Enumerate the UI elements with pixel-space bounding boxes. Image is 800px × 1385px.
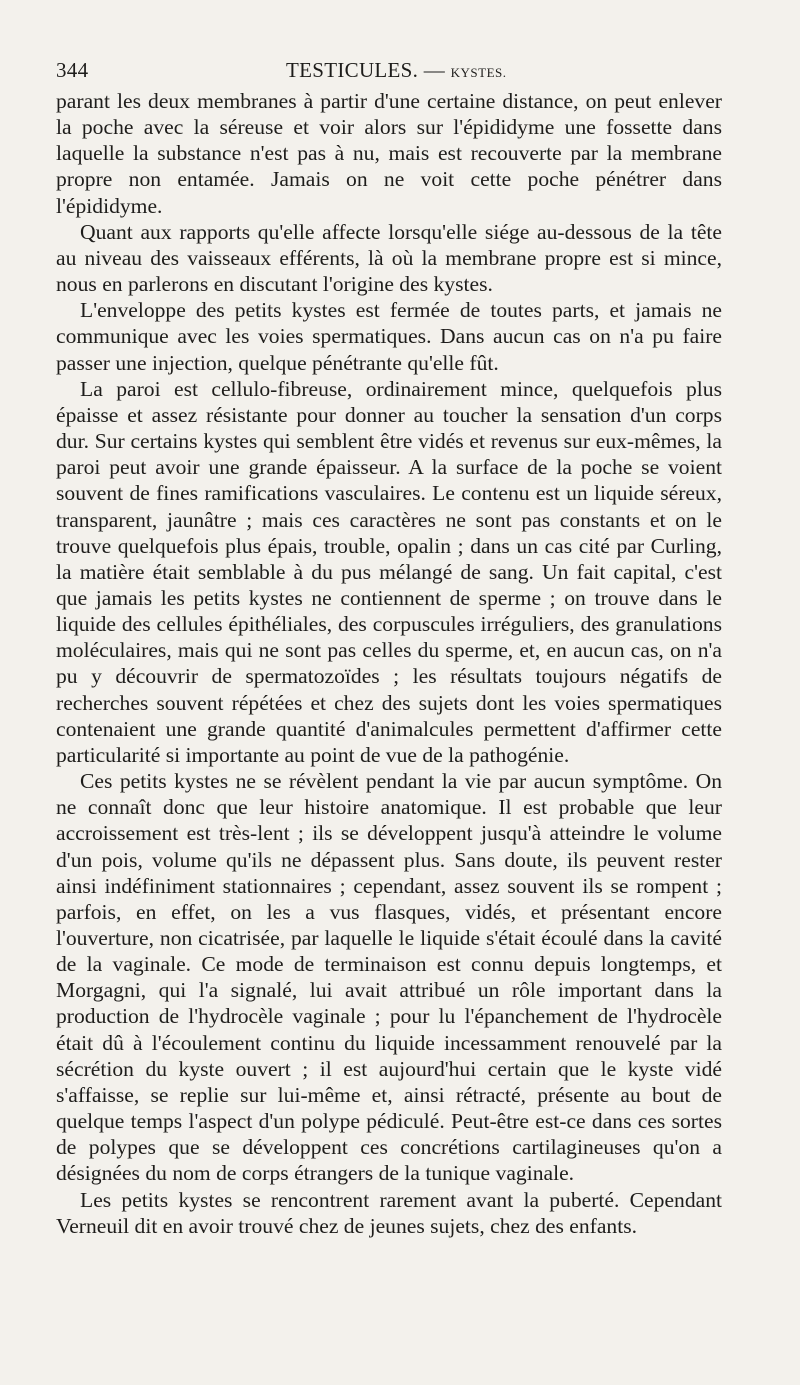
- chapter-title: TESTICULES.: [286, 58, 419, 82]
- paragraph: Les petits kystes se rencontrent rarement avant la puberté. Cependant Verneuil dit en avoir trouvé chez de jeunes sujets, chez des enfants.: [56, 1187, 722, 1238]
- body-text: [56, 88, 722, 1239]
- section-title: KYSTES.: [450, 65, 507, 80]
- paragraph: Ces petits kystes ne se révèlent pendant la vie par aucun symptôme. On ne connaît donc que leur histoire anatomique. Il est probable que leur accroissement est très-lent ; ils se développent jusqu'à atteindre le volume d'un pois, volume qu'ils ne dépassent plus. Sans doute, ils peuvent rester ainsi indéfiniment stationnaires ; cependant, assez souvent ils se rompent ; parfois, en effet, on les a vus flasques, vidés, et présentant encore l'ouverture, non cicatrisée, par laquelle le liquide s'était écoulé dans la cavité de la vaginale. Ce mode de terminaison est connu depuis longtemps, et Morgagni, qui l'a signalé, lui avait attribué un rôle important dans la production de l'hydrocèle vaginale ; pour lu l'épanchement de l'hydrocèle était dû à l'écoulement continu du liquide incessamment renouvelé par la sécrétion du kyste ouvert ; il est aujourd'hui certain que le kyste vidé s'affaisse, se replie sur lui-même et, ainsi rétracté, présente au bout de quelque temps l'aspect d'un polype pédiculé. Peut-être est-ce dans ces sortes de polypes que se développent ces concrétions cartilagineuses qu'on a désignées du nom de corps étrangers de la tunique vaginale.: [56, 769, 722, 1186]
- title-separator: —: [418, 58, 451, 82]
- paragraph-continued: parant les deux membranes à partir d'une certaine distance, on peut enlever la poche avec la séreuse et voir alors sur l'épididyme une fossette dans laquelle la substance n'est pas à nu, mais est recouverte par la membrane propre non entamée. Jamais on ne voit cette poche pénétrer dans l'épididyme.: [56, 89, 722, 218]
- running-head: [56, 54, 722, 88]
- paragraph: Quant aux rapports qu'elle affecte lorsqu'elle siége au-dessous de la tête au niveau des vaisseaux efférents, là où la membrane propre est si mince, nous en parlerons en discutant l'origine des kystes.: [56, 219, 722, 297]
- page-number: 344: [56, 58, 89, 82]
- paragraph: La paroi est cellulo-fibreuse, ordinairement mince, quelquefois plus épaisse et assez résistante pour donner au toucher la sensation d'un corps dur. Sur certains kystes qui semblent être vidés et revenus sur eux-mêmes, la paroi peut avoir une grande épaisseur. A la surface de la poche se voient souvent de fines ramifications vasculaires. Le contenu est un liquide séreux, transparent, jaunâtre ; mais ces caractères ne sont pas constants et on le trouve quelquefois plus épais, trouble, opalin ; dans un cas cité par Curling, la matière était semblable à du pus mélangé de sang. Un fait capital, c'est que jamais les petits kystes ne contiennent de sperme ; on trouve dans le liquide des cellules épithéliales, des corpuscules irréguliers, des granulations moléculaires, mais qui ne sont pas celles du sperme, et, en aucun cas, on n'a pu y découvrir de spermatozoïdes ; les résultats toujours négatifs de recherches souvent répétées et chez des sujets dont les voies spermatiques contenaient une grande quantité d'animalcules permettent d'affirmer cette particularité si importante au point de vue de la pathogénie.: [56, 376, 722, 767]
- running-title: [286, 58, 507, 83]
- paragraph: L'enveloppe des petits kystes est fermée de toutes parts, et jamais ne communique avec les voies spermatiques. Dans aucun cas on n'a pu faire passer une injection, quelque pénétrante qu'elle fût.: [56, 298, 722, 375]
